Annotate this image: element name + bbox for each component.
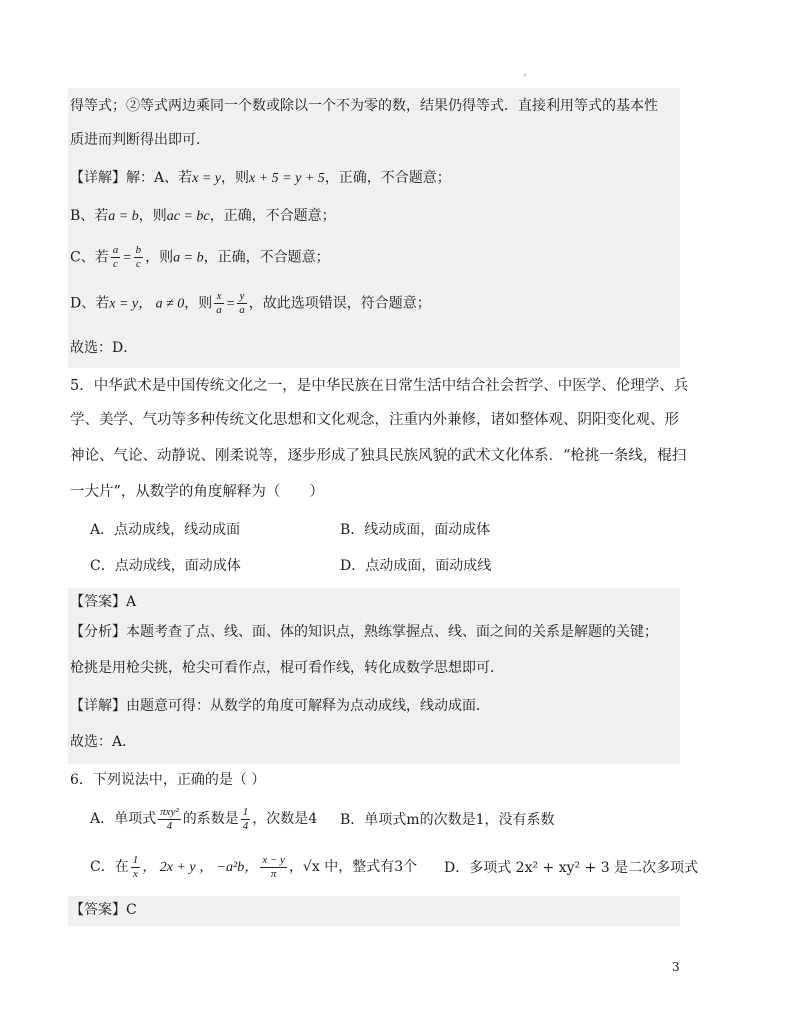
- question-5-text: 5．中华武术是中国传统文化之一，是中华民族在日常生活中结合社会哲学、中医学、伦理学、兵: [70, 378, 689, 394]
- detail-line: [70, 244, 330, 272]
- solution-block-6: [68, 896, 680, 926]
- text: B、若: [70, 208, 109, 224]
- text: C、若: [70, 249, 109, 266]
- text: ，故此选项错误，符合题意；: [248, 295, 431, 312]
- page-number: 3: [672, 960, 680, 974]
- option-b[interactable]: B．线动成面，面动成体: [340, 522, 491, 538]
- analysis-line: 枪挑是用枪尖挑，枪尖可看作点，棍可看作线，转化成数学思想即可．: [70, 660, 504, 676]
- option-a[interactable]: [90, 804, 317, 834]
- equals: =: [225, 296, 236, 312]
- detail-label: 【详解】: [70, 170, 126, 186]
- text: ，则: [145, 249, 174, 266]
- answer-line: 【答案】C: [70, 902, 137, 918]
- fraction: $\frac{x}{a}$: [216, 290, 222, 316]
- question-5-text: 神论、气论、动静说、刚柔说等，逐步形成了独具民族风貌的武术文化体系．“枪挑一条线，棍扫: [70, 448, 687, 464]
- option-b[interactable]: B．单项式m的次数是1，没有系数: [340, 812, 555, 828]
- formula: ， a ≠ 0: [138, 296, 185, 312]
- text-line: 故选：D．: [70, 340, 138, 356]
- formula: ， 2x + y ， −a²b，: [142, 860, 259, 875]
- option-a[interactable]: A．点动成线，线动成面: [90, 522, 241, 538]
- fraction: $\frac{x - y}{\pi}$: [262, 853, 285, 880]
- text: ，正确，不合题意；: [209, 208, 336, 224]
- fraction: $\frac{y}{a}$: [239, 290, 245, 316]
- text-line: 质进而判断得出即可．: [70, 132, 210, 148]
- text: A．单项式: [90, 811, 157, 827]
- fraction: $\frac{1}{x}$: [132, 853, 139, 880]
- formula: ac = bc: [166, 209, 210, 224]
- detail-line: [70, 206, 336, 227]
- formula: a = b: [108, 209, 139, 224]
- text: ，正确，不合题意；: [203, 249, 330, 266]
- question-5-text: 学、美学、气功等多种传统文化思想和文化观念，注重内外兼修，诸如整体观、阴阳变化观、形: [70, 412, 679, 428]
- text: ，√x 中，整式有3个: [288, 859, 418, 875]
- option-d[interactable]: D．多项式 2x² + xy² + 3 是二次多项式: [444, 860, 699, 876]
- option-c[interactable]: [90, 852, 417, 883]
- text-line: 得等式；②等式两边乘同一个数或除以一个不为零的数，结果仍得等式．直接利用等式的基本性: [70, 98, 658, 114]
- text: ，次数是4: [252, 811, 318, 827]
- text: ，则: [138, 208, 167, 224]
- analysis-line: 【分析】本题考查了点、线、面、体的知识点，熟练掌握点、线、面之间的关系是解题的关键；: [70, 624, 658, 640]
- text: ，则: [184, 295, 213, 312]
- text: ，正确，不合题意；: [324, 170, 451, 186]
- option-d[interactable]: D．点动成面，面动成线: [340, 558, 492, 574]
- formula: x = y: [109, 296, 139, 312]
- answer-line: 【答案】A: [70, 594, 137, 610]
- detail-line: [70, 168, 451, 189]
- text: 的系数是: [182, 811, 239, 827]
- formula: x + 5 = y + 5: [249, 171, 325, 186]
- selection-line: 故选：A．: [70, 734, 137, 750]
- detail-line: 【详解】由题意可得：从数学的角度可解释为点动成线，线动成面．: [70, 698, 490, 714]
- text: 解：A、若: [126, 170, 193, 186]
- fraction: $\frac{b}{c}$: [135, 244, 142, 270]
- option-c[interactable]: C．点动成线，面动成体: [90, 558, 241, 574]
- stray-dot: [524, 74, 526, 76]
- fraction: $\frac{\text{πxy²}}{4}$: [160, 805, 179, 832]
- formula: x = y: [192, 171, 221, 186]
- text: D、若: [70, 295, 110, 312]
- fraction: $\frac{1}{4}$: [242, 805, 249, 832]
- text: C．在: [90, 859, 129, 875]
- question-6-text: 6．下列说法中，正确的是（ ）: [70, 772, 266, 788]
- equals: =: [122, 250, 132, 266]
- detail-line: [70, 290, 431, 318]
- question-5-text: 一大片”，从数学的角度解释为（ ）: [70, 484, 324, 500]
- fraction: $\frac{a}{c}$: [112, 244, 119, 270]
- text: ，则: [221, 170, 249, 186]
- formula: a = b: [173, 250, 204, 266]
